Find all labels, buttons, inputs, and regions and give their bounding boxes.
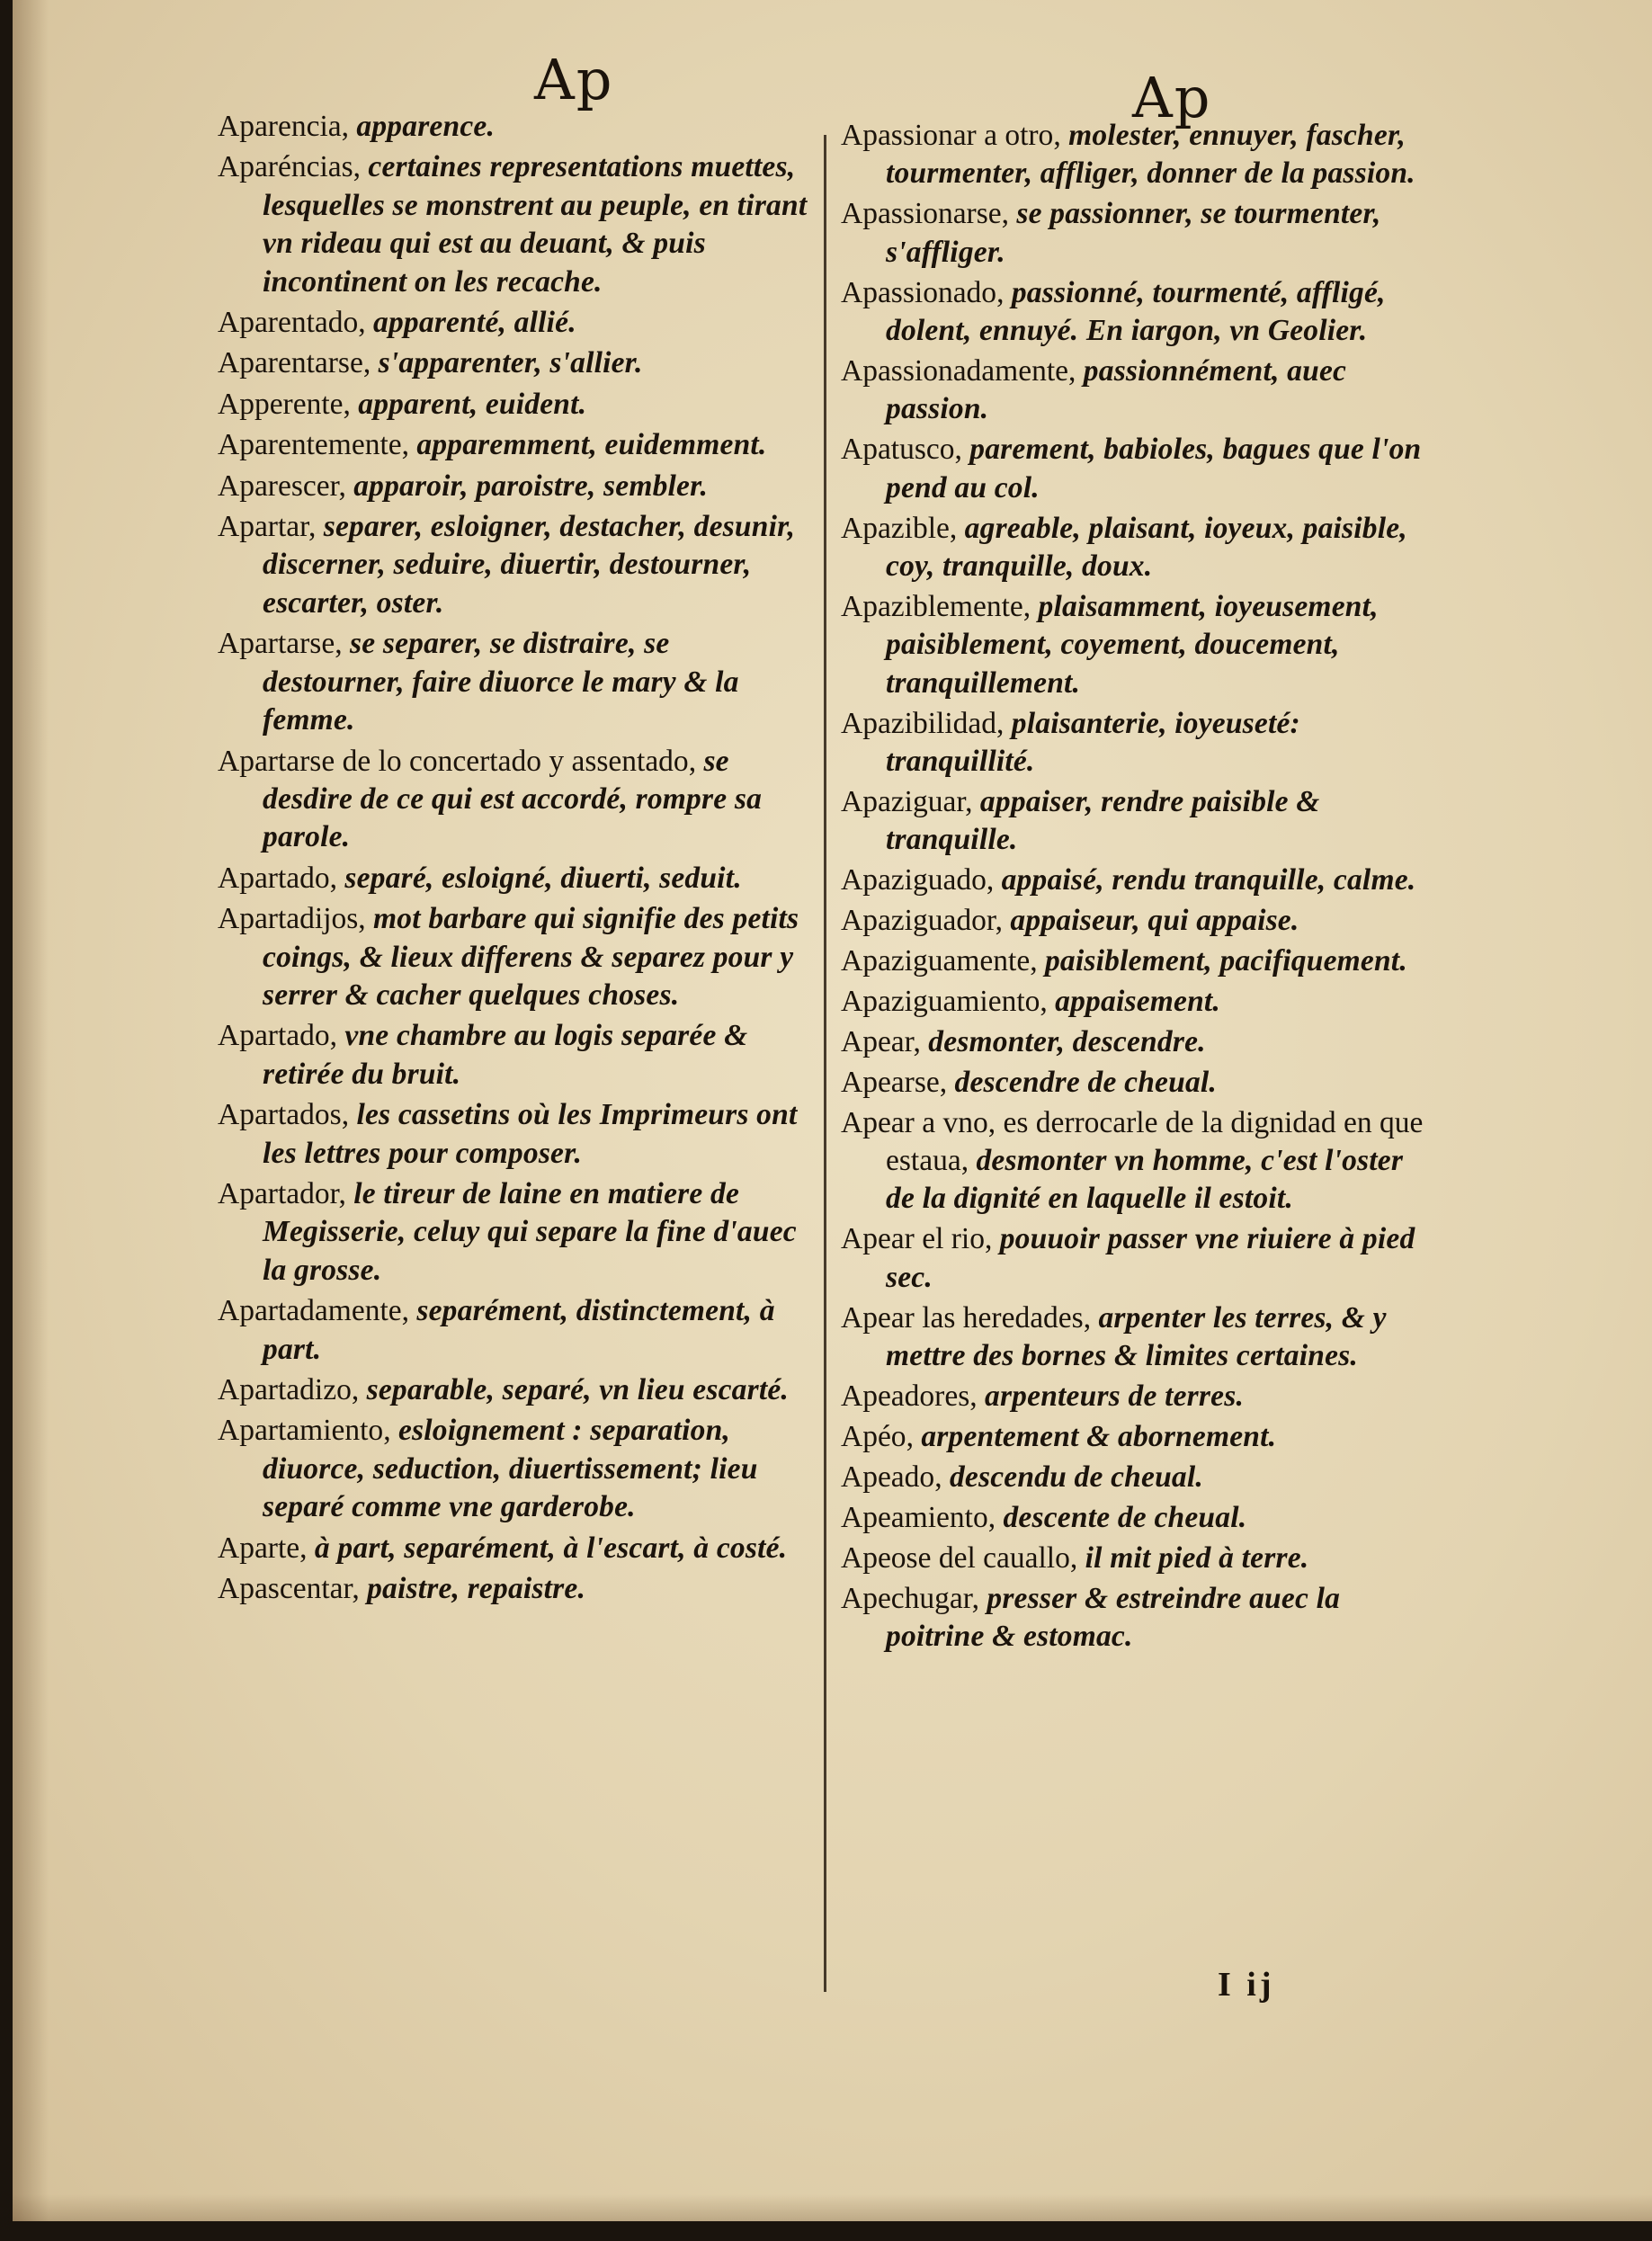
entry-translation: appaisement. [1055,984,1221,1018]
entry-separator: , [996,706,1012,740]
entry-headword: Apperente [218,387,344,421]
entry-translation: apparoir, paroistre, sembler. [353,469,709,503]
page-bottom-edge [13,2194,1652,2221]
entry-headword: Apassionar a otro [841,119,1054,152]
entry-translation: separer, esloigner, destacher, desunir, discerner, seduire, diuertir, destourner, escarter, oster. [263,510,796,620]
entry-headword: Apear las heredades [841,1300,1084,1335]
entry-separator: , [1069,1540,1085,1575]
dictionary-entry [218,386,816,424]
entry-separator: , [1030,944,1045,978]
entry-headword: Apear [841,1024,914,1058]
entry-translation: apparence. [356,110,496,143]
entry-separator: , [1001,197,1017,231]
dictionary-entry [841,902,1434,940]
entry-headword: Apartadizo [218,1373,352,1406]
dictionary-entry [841,353,1434,429]
entry-separator: , [338,469,354,503]
entry-headword: Apassionadamente [841,353,1069,388]
entry-headword: Apartador [218,1176,339,1210]
dictionary-entry [841,1418,1434,1456]
page-gutter-shadow [13,0,49,2221]
entry-headword: Apascentar [218,1572,353,1606]
dictionary-entry [218,1292,816,1369]
column-divider [824,135,826,1992]
dictionary-entry [218,344,816,382]
entry-translation: se separer, se distraire, se destourner, faire diuorce le mary & la femme. [263,627,739,737]
entry-headword: Apassionarse [841,197,1002,231]
entry-headword: Apeadores [841,1379,970,1413]
entry-translation: separé, esloigné, diuerti, seduit. [344,861,742,895]
entry-headword: Aparentado [218,306,359,340]
dictionary-entry [841,431,1434,507]
dictionary-entry [218,860,816,897]
entry-separator: , [969,1379,985,1413]
entry-translation: molester, ennuyer, fascher, tourmenter, affliger, donner de la passion. [886,119,1415,191]
entry-headword: Apaziguado [841,863,987,897]
entry-translation: desmonter, descendre. [928,1024,1206,1058]
dictionary-entry [218,468,816,505]
entry-translation: il mit pied à terre. [1085,1540,1309,1575]
entry-translation: descendre de cheual. [954,1065,1217,1099]
dictionary-entry [218,1175,816,1290]
entry-headword: Apéo [841,1419,906,1453]
entry-translation: separable, separé, vn lieu escarté. [366,1373,789,1406]
dictionary-entry [218,625,816,739]
entry-separator: , [358,306,374,340]
entry-translation: les cassetins où les Imprimeurs ont les lettres pour composer. [263,1098,798,1170]
dictionary-entry [841,588,1434,702]
entry-translation: paistre, repaistre. [367,1572,586,1606]
entry-translation: esloignement : separation, diuorce, seduction, diuertissement; lieu separé comme vne garderobe. [263,1414,758,1524]
entry-separator: , [352,1572,368,1606]
entry-separator: , [688,744,704,778]
entry-headword: Aparte [218,1531,300,1565]
entry-translation: se desdire de ce qui est accordé, rompre sa parole. [263,744,763,854]
dictionary-entry [218,1530,816,1567]
entry-separator: , [960,1144,977,1178]
entry-headword: Apartadijos [218,902,359,936]
entry-translation: pouuoir passer vne riuiere à pied sec. [886,1222,1415,1294]
entry-separator: , [965,784,980,818]
dictionary-entry [218,148,816,301]
entry-headword: Apear el rio [841,1222,985,1256]
dictionary-entry [218,1017,816,1094]
dictionary-entry [218,743,816,857]
entry-headword: Aparencia [218,110,342,143]
entry-headword: Apartados [218,1098,342,1132]
entry-translation: se passionner, se tourmenter, s'affliger. [886,197,1381,269]
entry-translation: passionné, tourmenté, affligé, dolent, ennuyé. En iargon, vn Geolier. [886,275,1386,348]
entry-translation: arpentement & abornement. [921,1419,1277,1453]
entry-headword: Apartado [218,1019,330,1053]
entry-separator: , [986,863,1002,897]
dictionary-entry [841,510,1434,586]
entry-separator: , [341,110,357,143]
entry-headword: Apartamiento [218,1414,384,1448]
entry-separator: , [329,1019,345,1053]
entry-headword: Apaziguador [841,904,996,938]
entry-headword: Apeado [841,1460,935,1494]
entry-separator: , [1040,984,1056,1018]
dictionary-entry [218,508,816,622]
dictionary-entry [218,1570,816,1608]
entry-separator: , [984,1222,1000,1256]
dictionary-entry [218,900,816,1014]
entry-headword: Apartado [218,861,330,895]
entry-translation: arpenter les terres, & y mettre des bornes & limites certaines. [886,1300,1387,1373]
entry-separator: , [939,1065,955,1099]
entry-translation: presser & estreindre auec la poitrine & estomac. [886,1581,1341,1653]
entry-translation: parement, babioles, bagues que l'on pend au col. [886,433,1422,504]
entry-translation: desmonter vn homme, c'est l'oster de la dignité en laquelle il estoit. [886,1144,1404,1216]
entry-headword: Apassionado [841,275,997,309]
entry-separator: , [308,510,324,544]
entry-separator: , [362,346,379,380]
left-column [218,108,816,1611]
dictionary-entry [841,1580,1434,1656]
entry-translation: arpenteurs de terres. [985,1379,1245,1413]
entry-translation: passionnément, auec passion. [886,353,1347,426]
entry-separator: , [338,1176,354,1210]
entry-separator: , [971,1581,987,1615]
entry-separator: , [343,387,359,421]
entry-translation: descendu de cheual. [949,1460,1203,1494]
entry-separator: , [401,1294,417,1328]
entry-separator: , [987,1500,1004,1534]
dictionary-entry [841,1220,1434,1297]
entry-translation: appaiser, rendre paisible & tranquille. [886,784,1320,857]
entry-headword: Apartarse de lo concertado y assentado [218,744,689,778]
entry-headword: Apaziblemente [841,589,1023,623]
entry-headword: Apear a vno, es derrocarle de la dignidad en que estaua [841,1105,1424,1178]
entry-separator: , [351,1373,367,1406]
entry-separator: , [906,1419,922,1453]
entry-headword: Apaziguamiento [841,984,1040,1018]
entry-headword: Apatusco [841,433,955,467]
entry-separator: , [299,1531,315,1565]
entry-translation: descente de cheual. [1003,1500,1247,1534]
dictionary-entry [218,304,816,342]
entry-headword: Apeamiento [841,1500,988,1534]
dictionary-entry [841,195,1434,272]
entry-headword: Apartar [218,510,308,544]
entry-translation: apparent, euident. [358,387,587,421]
entry-translation: apparenté, allié. [373,306,576,340]
dictionary-entry [841,1299,1434,1376]
running-head-right: Ap [1132,65,1212,130]
entry-separator: , [335,627,350,661]
signature-mark: I ij [1218,1966,1275,2004]
entry-separator: , [954,433,970,467]
entry-headword: Apartarse [218,627,335,661]
entry-separator: , [995,904,1011,938]
dictionary-entry [218,1412,816,1526]
entry-separator: , [1083,1300,1099,1335]
entry-headword: Apaziguamente [841,944,1031,978]
entry-translation: mot barbare qui signifie des petits coings, & lieux differens & separez pour y serrer & cacher quelques choses. [263,902,799,1012]
entry-translation: vne chambre au logis separée & retirée du bruit. [263,1019,748,1091]
entry-headword: Apearse [841,1065,940,1099]
entry-headword: Apazible [841,511,950,545]
entry-translation: separément, distinctement, à part. [263,1294,775,1366]
dictionary-entry [841,1540,1434,1577]
dictionary-entry [841,1378,1434,1415]
entry-translation: paisiblement, pacifiquement. [1044,944,1407,978]
entry-headword: Aparescer [218,469,339,503]
entry-separator: , [383,1414,398,1448]
entry-translation: appaiseur, qui appaise. [1010,904,1299,938]
entry-headword: Apartadamente [218,1294,402,1328]
entry-separator: , [913,1024,929,1058]
dictionary-entry [218,426,816,464]
entry-separator: , [934,1460,950,1494]
dictionary-entry [841,1104,1434,1219]
entry-translation: s'apparenter, s'allier. [378,346,643,380]
entry-translation: apparemment, euidemment. [416,428,767,462]
entry-headword: Aparéncias [218,150,353,184]
entry-separator: , [329,861,345,895]
entry-separator: , [1022,589,1039,623]
entry-separator: , [996,275,1012,309]
entry-separator: , [1053,119,1069,152]
dictionary-entry [218,1096,816,1173]
dictionary-entry [841,1023,1434,1061]
dictionary-page [13,0,1652,2221]
dictionary-entry [218,108,816,146]
entry-separator: , [949,511,965,545]
running-head-left: Ap [534,47,614,112]
right-column [841,117,1434,1658]
dictionary-entry [841,1459,1434,1496]
entry-separator: , [401,428,417,462]
entry-translation: certaines representations muettes, lesquelles se monstrent au peuple, en tirant vn rideau qui est au deuant, & puis incontinent on les recache. [263,150,808,299]
dictionary-entry [841,942,1434,980]
entry-headword: Apaziguar [841,784,966,818]
dictionary-entry [841,1064,1434,1102]
entry-translation: appaisé, rendu tranquille, calme. [1001,863,1416,897]
entry-translation: plaisanterie, ioyeuseté: tranquillité. [886,706,1300,778]
entry-separator: , [358,902,374,936]
entry-headword: Apeose del cauallo [841,1540,1070,1575]
entry-translation: à part, separément, à l'escart, à costé. [314,1531,788,1565]
entry-headword: Apazibilidad [841,706,997,740]
entry-translation: agreable, plaisant, ioyeux, paisible, coy, tranquille, doux. [886,511,1407,583]
dictionary-entry [841,983,1434,1021]
dictionary-entry [841,274,1434,351]
entry-headword: Aparentemente [218,428,402,462]
entry-separator: , [341,1098,357,1132]
dictionary-entry [841,117,1434,193]
dictionary-entry [841,705,1434,781]
entry-headword: Aparentarse [218,346,363,380]
dictionary-entry [841,783,1434,860]
entry-translation: le tireur de laine en matiere de Megisserie, celuy qui separe la fine d'auec la grosse. [263,1176,797,1287]
entry-translation: plaisamment, ioyeusement, paisiblement, coyement, doucement, tranquillement. [886,589,1379,700]
entry-separator: , [353,150,369,184]
dictionary-entry [841,1499,1434,1537]
entry-headword: Apechugar [841,1581,972,1615]
entry-separator: , [1068,353,1084,388]
dictionary-entry [218,1371,816,1409]
dictionary-entry [841,862,1434,899]
